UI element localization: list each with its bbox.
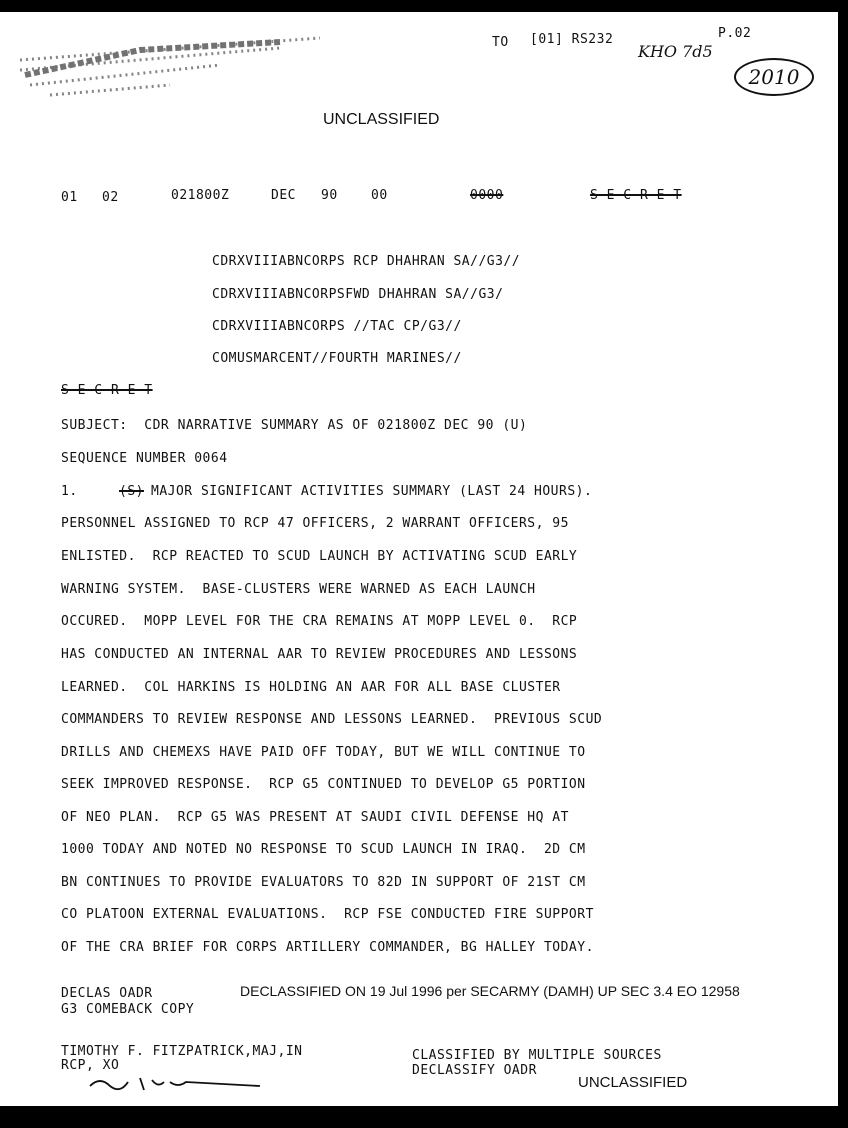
body-line: SEEK IMPROVED RESPONSE. RCP G5 CONTINUED TO DEVELOP G5 PORTION	[61, 777, 586, 792]
sequence-number: SEQUENCE NUMBER 0064	[61, 451, 228, 466]
addressee-1: CDRXVIIIABNCORPS RCP DHAHRAN SA//G3//	[212, 254, 521, 269]
body-line: WARNING SYSTEM. BASE-CLUSTERS WERE WARNED AS EACH LAUNCH	[61, 582, 536, 597]
body-line: LEARNED. COL HARKINS IS HOLDING AN AAR FOR ALL BASE CLUSTER	[61, 680, 561, 695]
body-line: HAS CONDUCTED AN INTERNAL AAR TO REVIEW PROCEDURES AND LESSONS	[61, 647, 578, 662]
classification-top: UNCLASSIFIED	[323, 111, 440, 128]
header-classification-struck: S E C R E T	[590, 188, 682, 203]
body-line: ENLISTED. RCP REACTED TO SCUD LAUNCH BY ACTIVATING SCUD EARLY	[61, 549, 578, 564]
fax-line-ref: [01] RS232	[530, 32, 614, 47]
fax-to-label: TO	[492, 35, 509, 50]
fax-right-edge	[838, 0, 848, 1128]
declassify-oadr: DECLASSIFY OADR	[412, 1063, 537, 1078]
body-line: 1000 TODAY AND NOTED NO RESPONSE TO SCUD LAUNCH IN IRAQ. 2D CM	[61, 842, 586, 857]
circled-document-number: 2010	[734, 58, 814, 96]
g3-comeback-copy: G3 COMEBACK COPY	[61, 1002, 195, 1017]
header-code-struck: 0000	[470, 188, 504, 203]
fax-top-edge	[0, 0, 848, 12]
header-field-2: 02	[102, 190, 119, 205]
header-field-1: 01	[61, 190, 78, 205]
header-year: 90	[321, 188, 338, 203]
declas-line: DECLAS OADR	[61, 986, 153, 1001]
body-line: BN CONTINUES TO PROVIDE EVALUATORS TO 82D IN SUPPORT OF 21ST CM	[61, 875, 586, 890]
classification-struck-2: S E C R E T	[61, 383, 153, 398]
fax-header-noise	[20, 30, 320, 130]
body-line: OF THE CRA BRIEF FOR CORPS ARTILLERY COMMANDER, BG HALLEY TODAY.	[61, 940, 594, 955]
signer-name: TIMOTHY F. FITZPATRICK,MAJ,IN	[61, 1044, 303, 1059]
body-line: COMMANDERS TO REVIEW RESPONSE AND LESSONS LEARNED. PREVIOUS SCUD	[61, 712, 603, 727]
subject-line: SUBJECT: CDR NARRATIVE SUMMARY AS OF 021800Z DEC 90 (U)	[61, 418, 528, 433]
fax-bottom-edge	[0, 1106, 848, 1128]
addressee-4: COMUSMARCENT//FOURTH MARINES//	[212, 351, 462, 366]
declassified-stamp: DECLASSIFIED ON 19 Jul 1996 per SECARMY (DAMH) UP SEC 3.4 EO 12958	[240, 983, 740, 999]
header-month: DEC	[271, 188, 296, 203]
paragraph-title: MAJOR SIGNIFICANT ACTIVITIES SUMMARY (LAST 24 HOURS).	[151, 484, 593, 499]
handwritten-signature	[60, 1072, 280, 1094]
body-line: OF NEO PLAN. RCP G5 WAS PRESENT AT SAUDI CIVIL DEFENSE HQ AT	[61, 810, 569, 825]
fax-page-number: P.02	[718, 26, 752, 41]
body-line: DRILLS AND CHEMEXS HAVE PAID OFF TODAY, BUT WE WILL CONTINUE TO	[61, 745, 586, 760]
addressee-2: CDRXVIIIABNCORPSFWD DHAHRAN SA//G3/	[212, 287, 504, 302]
header-dtg: 021800Z	[171, 188, 230, 203]
addressee-3: CDRXVIIIABNCORPS //TAC CP/G3//	[212, 319, 462, 334]
classified-by: CLASSIFIED BY MULTIPLE SOURCES	[412, 1048, 662, 1063]
body-line: OCCURED. MOPP LEVEL FOR THE CRA REMAINS AT MOPP LEVEL 0. RCP	[61, 614, 578, 629]
body-line: CO PLATOON EXTERNAL EVALUATIONS. RCP FSE CONDUCTED FIRE SUPPORT	[61, 907, 594, 922]
paragraph-classification-struck: (S)	[119, 484, 144, 499]
paragraph-number: 1.	[61, 484, 78, 499]
signer-title: RCP, XO	[61, 1058, 120, 1073]
body-line: PERSONNEL ASSIGNED TO RCP 47 OFFICERS, 2 WARRANT OFFICERS, 95	[61, 516, 569, 531]
handwritten-code: KHO 7d5	[638, 42, 713, 61]
header-field-6: 00	[371, 188, 388, 203]
classification-bottom: UNCLASSIFIED	[578, 1074, 688, 1091]
